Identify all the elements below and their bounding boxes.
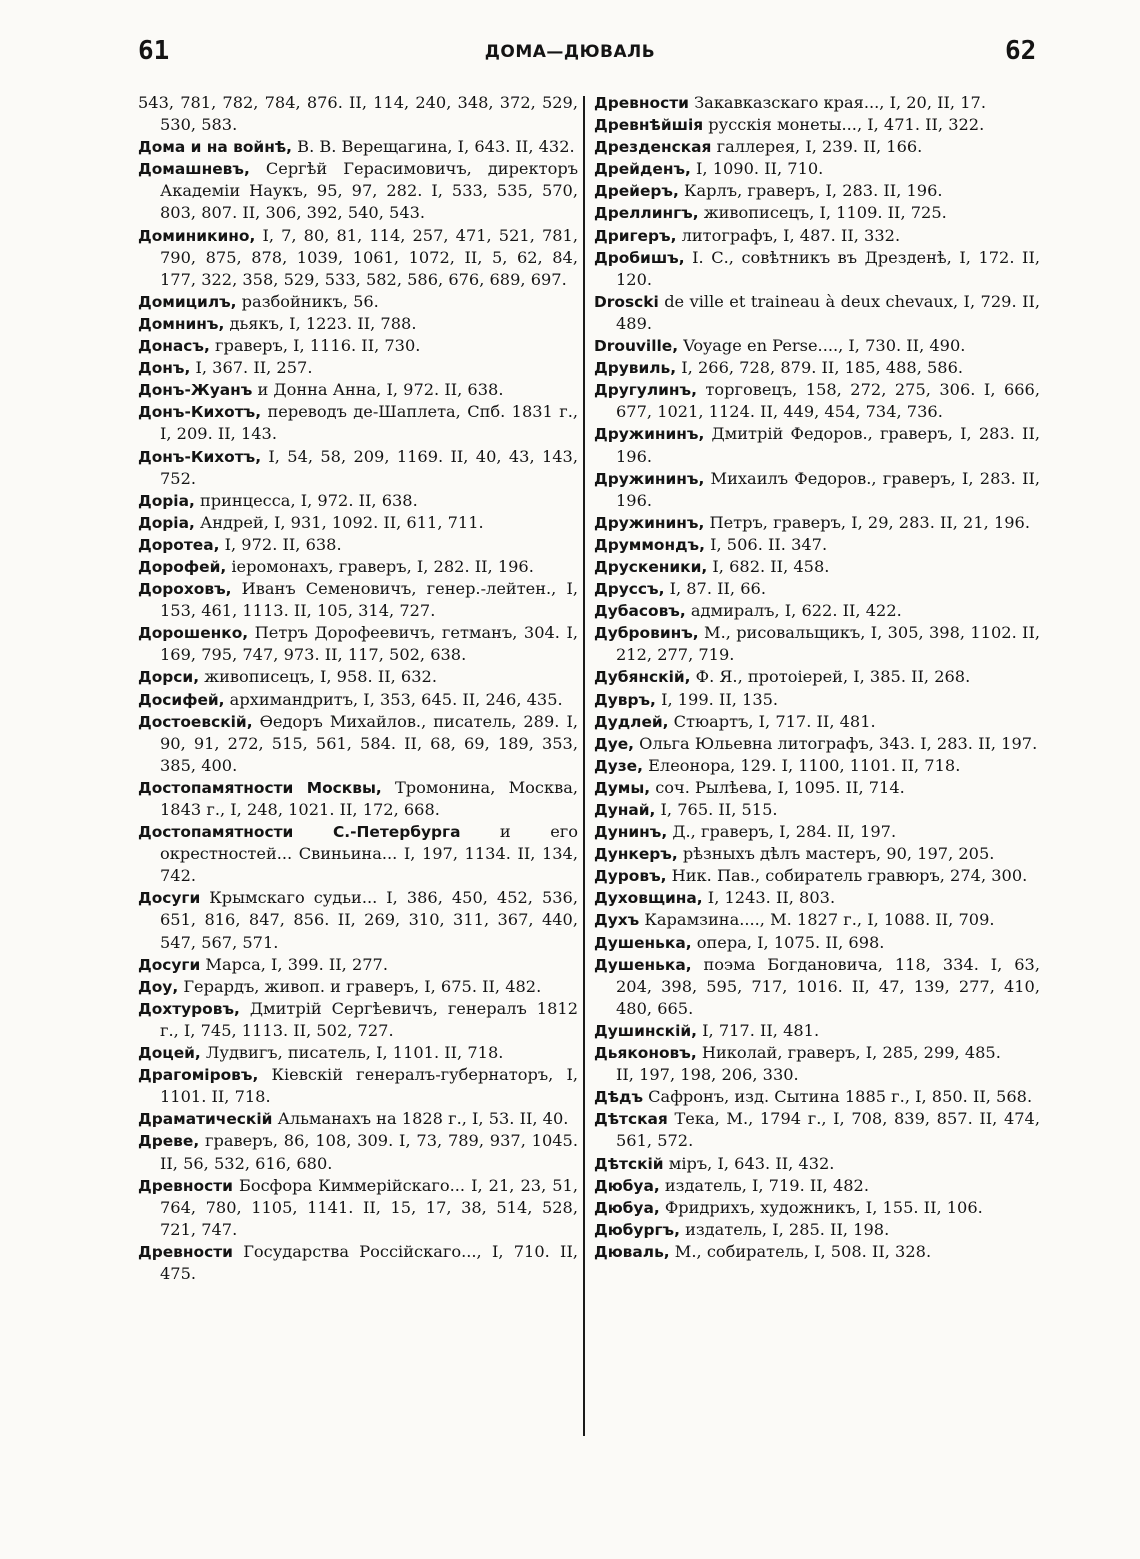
- entry-references: Ольга Юльевна литографъ, 343. I, 283. II, 197.: [634, 733, 1038, 753]
- entry-references: I. С., совѣтникъ въ Дрезденѣ, I, 172. II, 120.: [616, 247, 1040, 289]
- entry-references: Карлъ, граверъ, I, 283. II, 196.: [678, 181, 943, 201]
- entry-references: Николай, граверъ, I, 285, 299, 485.: [696, 1043, 1001, 1063]
- entry-references: Д., граверъ, I, 284. II, 197.: [667, 822, 897, 842]
- index-entry: [138, 313, 578, 335]
- index-entry: [138, 1241, 578, 1285]
- entry-references: I, 199. II, 135.: [655, 689, 779, 709]
- entry-headword: Друвиль,: [594, 359, 677, 378]
- entry-headword: Дружининъ,: [594, 513, 705, 532]
- entry-headword: Дружининъ,: [594, 425, 705, 444]
- entry-references: Иванъ Семеновичъ, генер.-лейтен., I, 153, 461, 1113. II, 105, 314, 727.: [160, 579, 578, 621]
- entry-references: Дмитрій Федоров., граверъ, I, 283. II, 196.: [616, 424, 1040, 466]
- index-entry: [594, 1108, 1040, 1152]
- entry-references: Тромонина, Москва, 1843 г., I, 248, 1021. II, 172, 668.: [160, 777, 578, 819]
- entry-references: Тека, М., 1794 г., I, 708, 839, 857. II, 474, 561, 572.: [616, 1109, 1040, 1151]
- entry-headword: Дунай,: [594, 801, 656, 819]
- entry-references: поэма Богдановича, 118, 334. I, 63, 204, 398, 595, 717, 1016. II, 47, 139, 277, 410, 480, 665.: [616, 954, 1040, 1018]
- entry-headword: Дрейденъ,: [594, 160, 691, 179]
- index-entry: [594, 1042, 1040, 1064]
- index-entry: [594, 291, 1040, 335]
- entry-headword: Доротеа,: [138, 535, 220, 554]
- entry-headword: Досуги: [138, 889, 201, 908]
- entry-headword: Душинскій,: [594, 1021, 697, 1040]
- index-entry: [594, 799, 1040, 821]
- index-entry: [138, 92, 578, 136]
- index-entry: [594, 158, 1040, 180]
- entry-headword: Душенька,: [594, 955, 692, 974]
- entry-references: Елеонора, 129. I, 1100, 1101. II, 718.: [642, 755, 961, 775]
- entry-headword: Древности: [594, 94, 689, 112]
- entry-headword: Друссъ,: [594, 580, 665, 599]
- entry-references: I, 87. II, 66.: [664, 579, 766, 599]
- entry-references: архимандритъ, I, 353, 645. II, 246, 435.: [224, 689, 563, 709]
- index-entry: [594, 136, 1040, 158]
- index-entry: [138, 666, 578, 688]
- entry-references: разбойникъ, 56.: [236, 291, 379, 311]
- right-page-number: 62: [1005, 36, 1037, 66]
- index-entry: [138, 136, 578, 158]
- index-entry: [594, 666, 1040, 688]
- entry-references: граверъ, 86, 108, 309. I, 73, 789, 937, 1045. II, 56, 532, 616, 680.: [160, 1131, 578, 1173]
- index-entry: [594, 225, 1040, 247]
- entry-references: Государства Россійскаго..., I, 710. II, 475.: [160, 1241, 578, 1283]
- index-entry: [138, 1130, 578, 1174]
- index-entry: [594, 1197, 1040, 1219]
- entry-references: I, 1243. II, 803.: [702, 888, 836, 908]
- index-entry: [138, 1175, 578, 1241]
- index-entry: [138, 158, 578, 224]
- entry-references: Лудвигъ, писатель, I, 1101. II, 718.: [200, 1043, 504, 1063]
- entry-headword: Думы,: [594, 778, 651, 797]
- entry-references: I, 682. II, 458.: [707, 556, 830, 576]
- index-entry: [594, 114, 1040, 136]
- entry-references: живописецъ, I, 958. II, 632.: [199, 667, 437, 687]
- entry-headword: Дрезденская: [594, 138, 712, 157]
- index-entry: [594, 1020, 1040, 1042]
- index-entry: [594, 622, 1040, 666]
- index-entry: [594, 534, 1040, 556]
- index-entry: [138, 490, 578, 512]
- entry-headword: Дѣтскій: [594, 1154, 664, 1173]
- entry-references: дьякъ, I, 1223. II, 788.: [224, 313, 417, 333]
- entry-references: русскія монеты..., I, 471. II, 322.: [703, 115, 985, 135]
- entry-headword: Дункеръ,: [594, 845, 678, 864]
- entry-references: I, 266, 728, 879. II, 185, 488, 586.: [676, 358, 964, 378]
- entry-headword: Древе,: [138, 1132, 200, 1151]
- entry-headword: Древности: [138, 1242, 233, 1261]
- entry-references: литографъ, I, 487. II, 332.: [676, 225, 901, 245]
- entry-references: М., рисовальщикъ, I, 305, 398, 1102. II, 212, 277, 719.: [616, 623, 1040, 665]
- index-entry: [594, 1064, 1040, 1086]
- entry-references: de ville et traineau à deux chevaux, I, 729. II, 489.: [616, 291, 1040, 333]
- index-entry: [594, 932, 1040, 954]
- entry-references: Михаилъ Федоров., граверъ, I, 283. II, 196.: [616, 468, 1040, 510]
- entry-references: I, 506. II. 347.: [704, 534, 828, 554]
- index-entry: [138, 954, 578, 976]
- running-title: ДОМА—ДЮВАЛЬ: [484, 42, 656, 62]
- index-entry: [594, 379, 1040, 423]
- entry-headword: Друскеники,: [594, 557, 708, 576]
- entry-references: Босфора Киммерійскаго... I, 21, 23, 51, 764, 780, 1105, 1141. II, 15, 17, 38, 514, 528, 721, 747.: [160, 1175, 578, 1239]
- index-entry: [138, 689, 578, 711]
- index-entry: [138, 357, 578, 379]
- entry-headword: Droscki: [594, 292, 659, 311]
- entry-references: Андрей, I, 931, 1092. II, 611, 711.: [194, 512, 484, 532]
- entry-headword: Дубянскій,: [594, 668, 691, 687]
- entry-headword: Духъ: [594, 911, 640, 930]
- entry-headword: Дѣдъ: [594, 1088, 644, 1107]
- entry-headword: Доріа,: [138, 491, 195, 510]
- entry-headword: Дружининъ,: [594, 469, 705, 488]
- entry-headword: Древнѣйшія: [594, 116, 704, 135]
- index-entry: [594, 600, 1040, 622]
- entry-headword: Дома и на войнѣ,: [138, 138, 293, 157]
- entry-headword: Достопамятности Москвы,: [138, 778, 382, 797]
- entry-headword: Домашневъ,: [138, 160, 250, 179]
- entry-references: Петръ, граверъ, I, 29, 283. II, 21, 196.: [704, 512, 1030, 532]
- index-entry: [138, 622, 578, 666]
- index-entry: [594, 689, 1040, 711]
- entry-references: Дмитрій Сергѣевичъ, генералъ 1812 г., I, 745, 1113. II, 502, 727.: [160, 998, 578, 1040]
- entry-headword: Дубровинъ,: [594, 624, 699, 643]
- entry-references: Марса, I, 399. II, 277.: [200, 954, 389, 974]
- entry-headword: Духовщина,: [594, 889, 703, 908]
- index-entry: [594, 777, 1040, 799]
- entry-references: Сафронъ, изд. Сытина 1885 г., I, 850. II, 568.: [643, 1087, 1033, 1107]
- index-entry: [138, 534, 578, 556]
- entry-references: II, 197, 198, 206, 330.: [616, 1065, 799, 1085]
- index-entry: [138, 1064, 578, 1108]
- entry-references: Закавказскаго края..., I, 20, II, 17.: [688, 93, 986, 112]
- entry-headword: Домицилъ,: [138, 292, 237, 311]
- entry-references: 543, 781, 782, 784, 876. II, 114, 240, 348, 372, 529, 530, 583.: [138, 93, 578, 135]
- entry-headword: Дороховъ,: [138, 580, 232, 599]
- index-entry: [594, 821, 1040, 843]
- entry-references: живописецъ, I, 1109. II, 725.: [698, 203, 947, 223]
- entry-headword: Досуги: [138, 955, 201, 974]
- entry-headword: Дузе,: [594, 756, 643, 775]
- entry-headword: Древности: [138, 1176, 233, 1195]
- index-entry: [138, 976, 578, 998]
- entry-headword: Дробишъ,: [594, 248, 685, 267]
- entry-references: I, 717. II, 481.: [696, 1020, 820, 1040]
- entry-references: В. В. Верещагина, I, 643. II, 432.: [292, 137, 575, 157]
- index-entry: [138, 401, 578, 445]
- entry-headword: Донъ-Кихотъ,: [138, 447, 262, 466]
- entry-references: соч. Рылѣева, I, 1095. II, 714.: [650, 777, 905, 797]
- entry-references: I, 54, 58, 209, 1169. II, 40, 43, 143, 752.: [160, 446, 578, 488]
- entry-headword: Домнинъ,: [138, 314, 225, 333]
- entry-references: и Донна Анна, I, 972. II, 638.: [252, 380, 504, 400]
- entry-headword: Доу,: [138, 977, 179, 996]
- entry-headword: Доріа,: [138, 513, 195, 532]
- entry-references: Ф. Я., протоіерей, I, 385. II, 268.: [690, 667, 971, 687]
- entry-references: Voyage en Perse...., I, 730. II, 490.: [678, 336, 966, 356]
- entry-references: переводъ де-Шаплета, Спб. 1831 г., I, 209. II, 143.: [160, 402, 578, 444]
- index-entry: [138, 1108, 578, 1130]
- entry-references: издатель, I, 719. II, 482.: [659, 1175, 869, 1195]
- index-entry: [594, 512, 1040, 534]
- entry-headword: Достопамятности С.-Петербурга: [138, 823, 461, 842]
- entry-references: Сергѣй Герасимовичъ, директоръ Академіи Наукъ, 95, 97, 282. I, 533, 535, 570, 803, 807. II, 306, 392, 540, 543.: [160, 159, 578, 223]
- entry-headword: Дудлей,: [594, 712, 669, 731]
- index-entry: [594, 180, 1040, 202]
- entry-headword: Дунинъ,: [594, 823, 668, 842]
- index-entry: [594, 202, 1040, 224]
- entry-headword: Дреллингъ,: [594, 204, 699, 223]
- index-entry: [594, 92, 1040, 114]
- index-entry: [594, 423, 1040, 467]
- index-entry: [138, 777, 578, 821]
- index-entry: [594, 843, 1040, 865]
- index-entry: [138, 887, 578, 953]
- index-entry: [138, 512, 578, 534]
- entry-references: Стюартъ, I, 717. II, 481.: [668, 711, 876, 731]
- entry-headword: Доминикино,: [138, 226, 256, 245]
- index-entry: [138, 291, 578, 313]
- index-entry: [594, 1153, 1040, 1175]
- entry-references: іеромонахъ, граверъ, I, 282. II, 196.: [226, 556, 534, 576]
- index-entry: [138, 379, 578, 401]
- index-entry: [594, 954, 1040, 1020]
- entry-headword: Дуровъ,: [594, 867, 667, 886]
- index-entry: [138, 225, 578, 291]
- entry-references: Карамзина...., М. 1827 г., I, 1088. II, 709.: [639, 910, 995, 930]
- left-index-column: [138, 92, 578, 1285]
- entry-references: I, 972. II, 638.: [219, 534, 342, 554]
- index-entry: [594, 909, 1040, 931]
- entry-headword: Дорофей,: [138, 557, 227, 576]
- entry-headword: Драматическій: [138, 1110, 273, 1129]
- entry-headword: Дубасовъ,: [594, 602, 686, 621]
- entry-references: I, 765. II, 515.: [655, 800, 778, 819]
- entry-headword: Дуе,: [594, 734, 635, 753]
- left-page-number: 61: [138, 36, 170, 66]
- index-entry: [594, 1219, 1040, 1241]
- entry-references: Фридрихъ, художникъ, I, 155. II, 106.: [659, 1197, 983, 1217]
- entry-headword: Дорошенко,: [138, 624, 249, 643]
- right-index-column: [594, 92, 1040, 1263]
- entry-references: издатель, I, 285. II, 198.: [679, 1219, 890, 1239]
- column-divider: [583, 96, 585, 1436]
- page-header: [0, 36, 1140, 70]
- entry-references: I, 1090. II, 710.: [690, 159, 824, 179]
- entry-references: Альманахъ на 1828 г., I, 53. II, 40.: [272, 1109, 569, 1129]
- entry-headword: Дрейеръ,: [594, 182, 679, 201]
- entry-references: граверъ, I, 1116. II, 730.: [209, 336, 421, 356]
- entry-references: рѣзныхъ дѣлъ мастеръ, 90, 197, 205.: [677, 844, 995, 864]
- entry-references: I, 367. II, 257.: [190, 358, 313, 378]
- entry-headword: Дѣтская: [594, 1110, 668, 1129]
- entry-references: Өедоръ Михайлов., писатель, 289. I, 90, 91, 272, 515, 561, 584. II, 68, 69, 189, 353, 385, 400.: [160, 711, 578, 775]
- entry-headword: Донъ,: [138, 359, 191, 378]
- entry-references: Ник. Пав., собиратель гравюръ, 274, 300.: [666, 866, 1028, 886]
- index-entry: [138, 335, 578, 357]
- entry-headword: Дорси,: [138, 668, 200, 687]
- index-entry: [594, 357, 1040, 379]
- entry-headword: Дюваль,: [594, 1242, 670, 1261]
- entry-headword: Душенька,: [594, 933, 692, 952]
- index-entry: [594, 733, 1040, 755]
- index-entry: [138, 446, 578, 490]
- index-entry: [138, 998, 578, 1042]
- index-entry: [594, 335, 1040, 357]
- entry-headword: Drouville,: [594, 337, 679, 356]
- entry-references: Герардъ, живоп. и граверъ, I, 675. II, 482.: [178, 976, 542, 996]
- index-entry: [594, 1086, 1040, 1108]
- entry-headword: Дохтуровъ,: [138, 999, 240, 1018]
- entry-headword: Донъ-Кихотъ,: [138, 403, 262, 422]
- entry-headword: Дюбургъ,: [594, 1220, 680, 1239]
- entry-headword: Доцей,: [138, 1044, 201, 1063]
- entry-references: Петръ Дорофеевичъ, гетманъ, 304. I, 169, 795, 747, 973. II, 117, 502, 638.: [160, 623, 578, 665]
- entry-references: адмиралъ, I, 622. II, 422.: [685, 601, 902, 621]
- entry-references: опера, I, 1075. II, 698.: [691, 932, 885, 952]
- entry-references: и его окрестностей... Свиньина... I, 197, 1134. II, 134, 742.: [160, 822, 579, 886]
- index-entry: [594, 1175, 1040, 1197]
- entry-headword: Досифей,: [138, 690, 225, 709]
- index-entry: [594, 468, 1040, 512]
- index-entry: [594, 247, 1040, 291]
- index-entry: [594, 711, 1040, 733]
- entry-references: галлерея, I, 239. II, 166.: [711, 137, 923, 157]
- index-entry: [594, 755, 1040, 777]
- entry-headword: Достоевскій,: [138, 712, 253, 731]
- index-entry: [138, 821, 578, 887]
- entry-headword: Дригеръ,: [594, 226, 677, 245]
- entry-headword: Друммондъ,: [594, 535, 705, 554]
- entry-references: міръ, I, 643. II, 432.: [663, 1153, 835, 1173]
- index-entry: [594, 887, 1040, 909]
- entry-references: торговецъ, 158, 272, 275, 306. I, 666, 677, 1021, 1124. II, 449, 454, 734, 736.: [616, 380, 1040, 422]
- entry-headword: Дюбуа,: [594, 1198, 660, 1217]
- entry-references: принцесса, I, 972. II, 638.: [194, 490, 418, 510]
- entry-references: М., собиратель, I, 508. II, 328.: [669, 1241, 932, 1261]
- entry-headword: Дьяконовъ,: [594, 1044, 697, 1063]
- entry-headword: Дувръ,: [594, 690, 656, 709]
- entry-headword: Дюбуа,: [594, 1176, 660, 1195]
- index-entry: [594, 578, 1040, 600]
- entry-references: Крымскаго судьи... I, 386, 450, 452, 536, 651, 816, 847, 856. II, 269, 310, 311, 367, 440, 547, 567, 571.: [160, 888, 578, 952]
- index-entry: [138, 711, 578, 777]
- entry-headword: Донасъ,: [138, 337, 210, 356]
- index-entry: [138, 578, 578, 622]
- index-entry: [594, 556, 1040, 578]
- entry-references: Кіевскій генералъ-губернаторъ, I, 1101. II, 718.: [160, 1065, 578, 1107]
- entry-headword: Драгоміровъ,: [138, 1066, 259, 1085]
- entry-references: I, 7, 80, 81, 114, 257, 471, 521, 781, 790, 875, 878, 1039, 1061, 1072, II, 5, 62, 84, 177, 322, 358, 529, 533, 582, 586, 676, 689, 697.: [160, 225, 578, 289]
- entry-headword: Донъ-Жуанъ: [138, 381, 253, 400]
- index-entry: [138, 556, 578, 578]
- index-entry: [594, 865, 1040, 887]
- entry-headword: Другулинъ,: [594, 381, 697, 400]
- index-entry: [594, 1241, 1040, 1263]
- index-entry: [138, 1042, 578, 1064]
